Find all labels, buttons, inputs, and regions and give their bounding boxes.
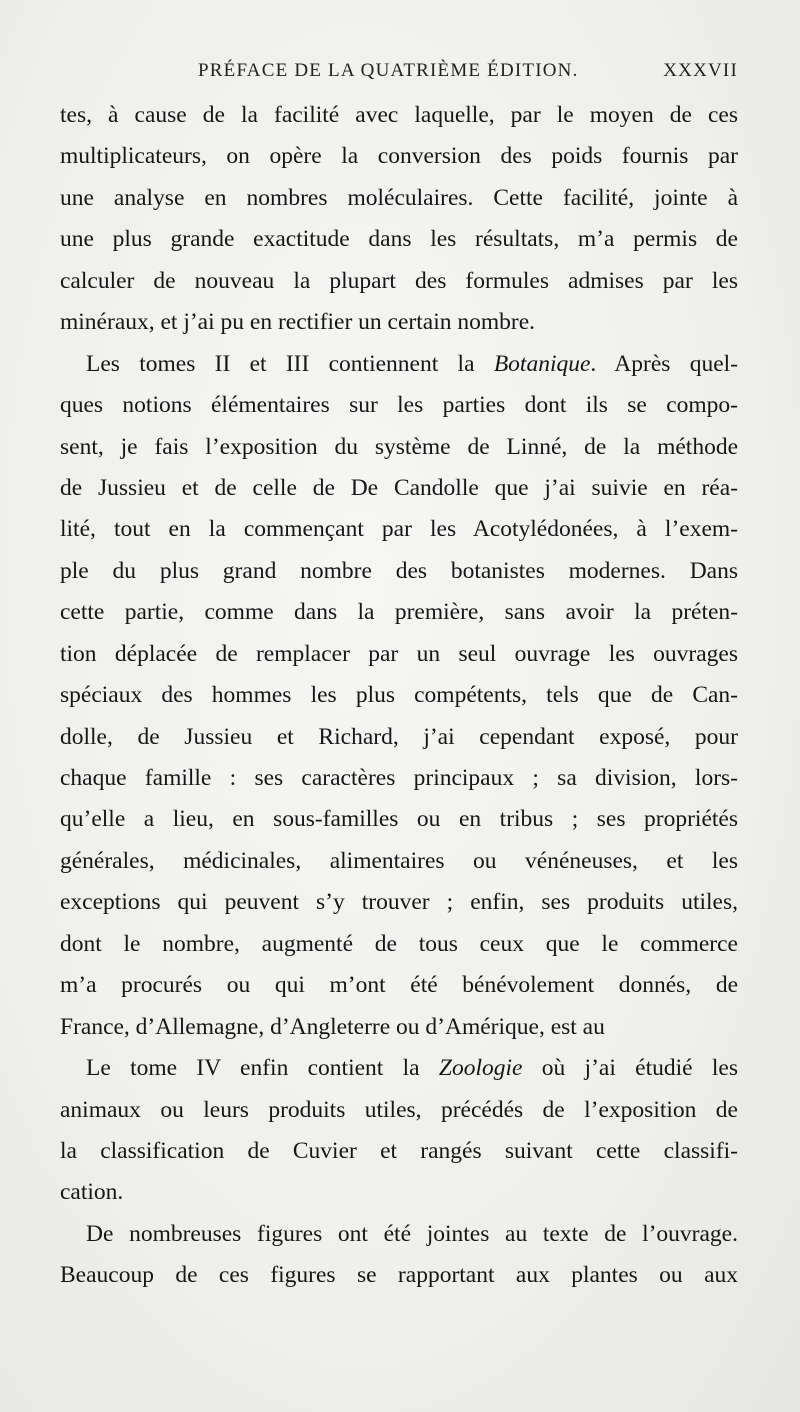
text-line: cation. — [60, 1179, 124, 1206]
text-line: calculer de nouveau la plupart des formules admises par les — [60, 267, 738, 294]
paragraph-2 — [60, 344, 738, 1048]
text-run: où j’ai étudié les — [522, 1055, 738, 1082]
text-line: dolle, de Jussieu et Richard, j’ai cependant exposé, pour — [60, 723, 738, 750]
text-line: multiplicateurs, on opère la conversion des poids fournis par — [60, 143, 738, 170]
text-line: spéciaux des hommes les plus compétents, tels que de Can- — [60, 682, 738, 709]
text-line: De nombreuses figures ont été jointes au texte de l’ouvrage. — [86, 1220, 738, 1247]
paragraph-1 — [60, 95, 738, 344]
running-head-title: PRÉFACE DE LA QUATRIÈME ÉDITION. — [198, 60, 579, 81]
text-line: tion déplacée de remplacer par un seul ouvrage les ouvrages — [60, 640, 738, 667]
text-line: une plus grande exactitude dans les résultats, m’a permis de — [60, 226, 738, 253]
text-line: générales, médicinales, alimentaires ou vénéneuses, et les — [60, 847, 738, 874]
text-line — [60, 344, 738, 385]
text-line: une analyse en nombres moléculaires. Cette facilité, jointe à — [60, 184, 738, 211]
text-line: qu’elle a lieu, en sous-familles ou en tribus ; ses propriétés — [60, 806, 738, 833]
text-line: ple du plus grand nombre des botanistes modernes. Dans — [60, 557, 738, 584]
italic-term-botanique: Botanique — [493, 350, 591, 377]
text-line: animaux ou leurs produits utiles, précédés de l’exposition de — [60, 1096, 738, 1123]
paragraph-4 — [60, 1214, 738, 1297]
running-head — [60, 60, 738, 90]
text-line — [60, 1048, 738, 1089]
text-line: exceptions qui peuvent s’y trouver ; enfin, ses produits utiles, — [60, 889, 738, 916]
text-line: m’a procurés ou qui m’ont été bénévolement donnés, de — [60, 972, 738, 999]
text-line: sent, je fais l’exposition du système de Linné, de la méthode — [60, 433, 738, 460]
text-line: chaque famille : ses caractères principaux ; sa division, lors- — [60, 765, 738, 791]
text-line: Beaucoup de ces figures se rapportant aux plantes ou aux — [60, 1262, 738, 1289]
text-line: tes, à cause de la facilité avec laquelle, par le moyen de ces — [60, 102, 738, 128]
text-run: . Après quel- — [590, 350, 738, 377]
text-line: dont le nombre, augmenté de tous ceux que le commerce — [60, 930, 738, 957]
paragraph-3 — [60, 1048, 738, 1214]
text-line: minéraux, et j’ai pu en rectifier un certain nombre. — [60, 309, 536, 336]
text-line: de Jussieu et de celle de De Candolle que j’ai suivie en réa- — [60, 474, 738, 501]
italic-term-zoologie: Zoologie — [438, 1055, 523, 1082]
text-run: Les tomes II et III contiennent la — [86, 350, 494, 377]
text-run: Le tome IV enfin contient la — [86, 1055, 439, 1082]
text-line: France, d’Allemagne, d’Angleterre ou d’Amérique, est au — [60, 1013, 605, 1040]
text-line: lité, tout en la commençant par les Acotylédonées, à l’exem- — [60, 516, 738, 543]
text-line: la classification de Cuvier et rangés suivant cette classifi- — [60, 1137, 738, 1164]
page-number: XXXVII — [663, 60, 738, 81]
body-text — [60, 95, 738, 1297]
text-line: ques notions élémentaires sur les parties dont ils se compo- — [60, 392, 738, 419]
text-line: cette partie, comme dans la première, sans avoir la préten- — [60, 599, 738, 626]
